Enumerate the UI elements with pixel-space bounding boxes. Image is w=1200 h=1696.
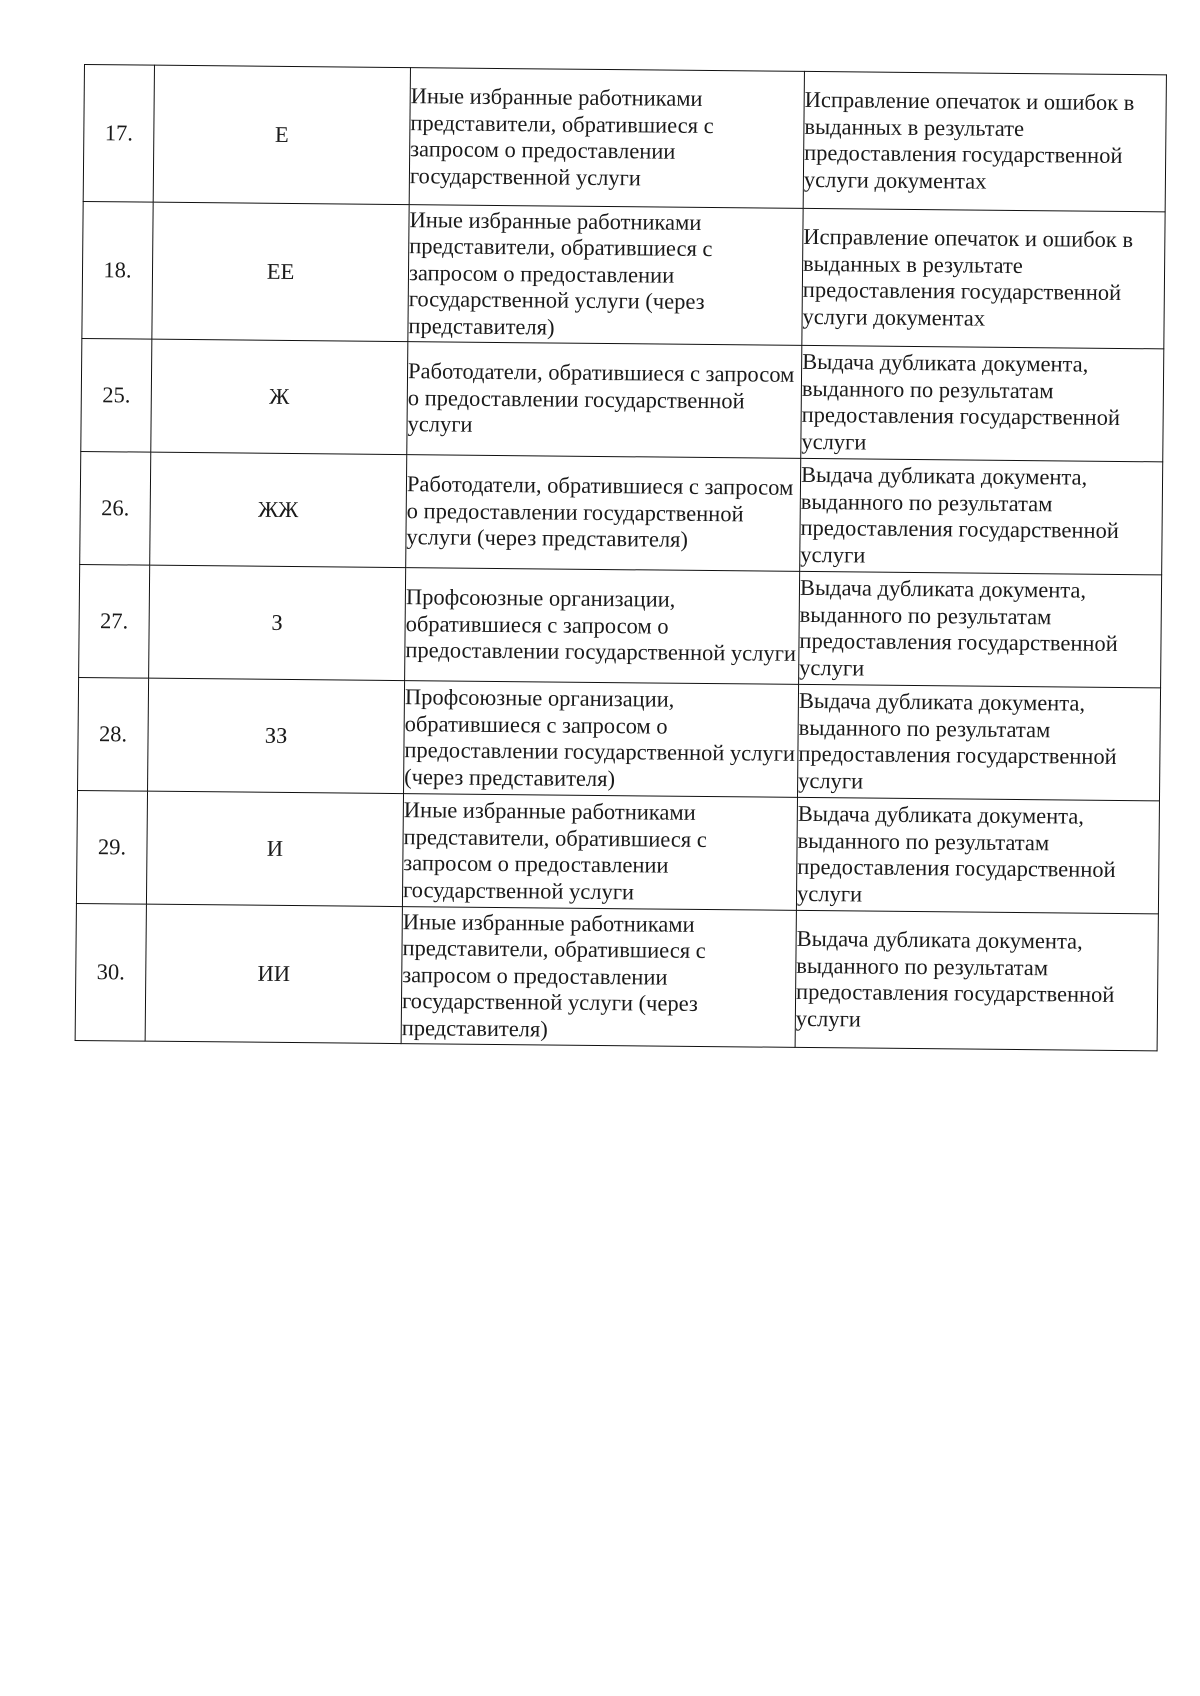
services-table [75, 64, 1167, 1051]
applicant-text: Иные избранные работниками представители, обратившиеся с запросом о предоставлении государственной услуги [409, 83, 714, 190]
applicant-text: Профсоюзные организации, обратившиеся с запросом о предоставлении государственной услуги (через представителя) [404, 684, 796, 791]
blank-page-area [0, 1070, 1200, 1696]
applicant-text: Иные избранные работниками представители, обратившиеся с запросом о предоставлении государственной услуги (через представителя) [408, 206, 713, 340]
row-number: 29. [76, 790, 147, 904]
request-purpose [797, 684, 1160, 800]
applicant-description [404, 681, 799, 798]
row-number: 30. [75, 903, 146, 1041]
table-row [83, 65, 1166, 212]
applicant-code: ЕЕ [152, 202, 409, 341]
request-purpose [802, 208, 1165, 348]
purpose-text: Исправление опечаток и ошибок в выданных в результате предоставления государственной услуги документах [802, 223, 1134, 331]
applicant-text: Работодатели, обратившиеся с запросом о предоставлении государственной услуги [407, 358, 795, 437]
applicant-description [406, 455, 801, 572]
applicant-description [405, 568, 800, 685]
applicant-code: Ж [151, 339, 408, 454]
purpose-text: Выдача дубликата документа, выданного по результатам предоставления государственной услуги [796, 800, 1116, 907]
purpose-text: Выдача дубликата документа, выданного по результатам предоставления государственной услуги [795, 925, 1115, 1032]
applicant-description [409, 68, 804, 209]
table-container [75, 64, 1166, 1051]
request-purpose [799, 571, 1162, 687]
applicant-code: И [146, 791, 403, 906]
table-row [79, 564, 1162, 687]
applicant-code: ИИ [145, 904, 402, 1043]
applicant-text: Профсоюзные организации, обратившиеся с запросом о предоставлении государственной услуги [405, 584, 797, 667]
request-purpose [801, 345, 1164, 461]
applicant-code: З [149, 565, 406, 680]
applicant-description [402, 794, 797, 911]
applicant-description [401, 907, 796, 1048]
row-number: 17. [83, 65, 154, 203]
purpose-text: Выдача дубликата документа, выданного по результатам предоставления государственной услуги [799, 574, 1118, 681]
purpose-text: Выдача дубликата документа, выданного по результатам предоставления государственной услуги [798, 687, 1117, 794]
table-row [78, 677, 1161, 800]
applicant-text: Иные избранные работниками представители, обратившиеся с запросом о предоставлении государственной услуги [402, 797, 707, 904]
applicant-text: Иные избранные работниками представители, обратившиеся с запросом о предоставлении государственной услуги (через представителя) [401, 908, 706, 1042]
row-number: 18. [82, 201, 153, 339]
table-row [81, 338, 1164, 461]
applicant-description [407, 342, 802, 459]
purpose-text: Выдача дубликата документа, выданного по результатам предоставления государственной услуги [801, 348, 1121, 455]
request-purpose [795, 910, 1158, 1050]
request-purpose [803, 71, 1166, 211]
applicant-description [408, 205, 803, 346]
table-row [76, 790, 1159, 913]
request-purpose [796, 797, 1159, 913]
applicant-code: ЗЗ [148, 678, 405, 793]
request-purpose [800, 458, 1163, 574]
applicant-text: Работодатели, обратившиеся с запросом о предоставлении государственной услуги (через представителя) [406, 471, 794, 553]
table-row [82, 201, 1165, 348]
purpose-text: Выдача дубликата документа, выданного по результатам предоставления государственной услуги [800, 461, 1119, 568]
purpose-text: Исправление опечаток и ошибок в выданных в результате предоставления государственной услуги документах [803, 86, 1135, 194]
table-row [80, 451, 1163, 574]
row-number: 27. [79, 564, 150, 678]
applicant-code: Е [153, 65, 410, 204]
row-number: 28. [78, 677, 149, 791]
table-row [75, 903, 1158, 1050]
row-number: 25. [81, 338, 152, 452]
row-number: 26. [80, 451, 151, 565]
applicant-code: ЖЖ [150, 452, 407, 567]
